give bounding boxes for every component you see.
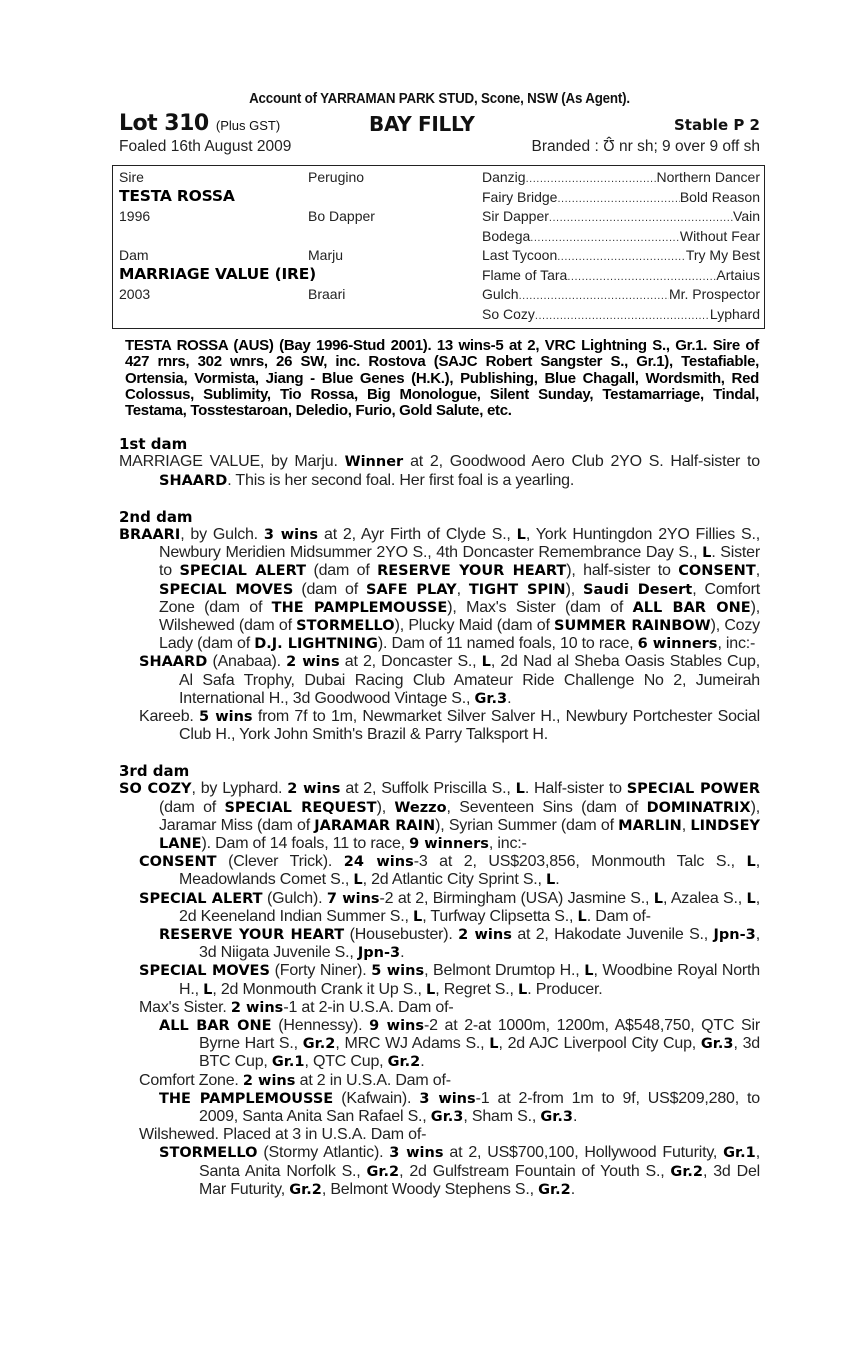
lot-number [119, 111, 280, 139]
pedigree-paragraph: RESERVE YOUR HEART (Housebuster). 2 wins at 2, Hakodate Juvenile S., Jpn-3, 3d Niigata Juvenile S., Jpn-3. [159, 925, 760, 962]
sire-label: Sire [119, 169, 144, 185]
brand-text: nr sh; 9 over 9 off sh [618, 138, 760, 155]
section-body [119, 453, 760, 489]
great-grandparent-row [482, 285, 760, 306]
leader-dots [557, 248, 686, 267]
leader-dots [557, 190, 679, 209]
sire-dam: Bo Dapper [308, 208, 375, 224]
leader-dots [530, 229, 680, 248]
pedigree-paragraph: SHAARD (Anabaa). 2 wins at 2, Doncaster S., L, 2d Nad al Sheba Oasis Stables Cup, Al Safa Trophy, Dubai Racing Club Amateur Ride Challenge No 2, Jumeirah International H., 3d Goodwood Vintage S., Gr.3. [139, 653, 760, 707]
foaled-date: Foaled 16th August 2009 [119, 138, 292, 155]
pedigree-paragraph: SO COZY, by Lyphard. 2 wins at 2, Suffolk Priscilla S., L. Half-sister to SPECIAL POWER (dam of SPECIAL REQUEST), Wezzo, Seventeen Sins (dam of DOMINATRIX), Jaramar Miss (dam of JARAMAR RAIN), Syrian Summer (dam of MARLIN, LINDSEY LANE). Dam of 14 foals, 11 to race, 9 winners, inc:- [119, 780, 760, 852]
ancestor-sire: Without Fear [679, 227, 760, 244]
pedigree-paragraph: CONSENT (Clever Trick). 24 wins-3 at 2, US$203,856, Monmouth Talc S., L, Meadowlands Comet S., L, 2d Atlantic City Sprint S., L. [139, 853, 760, 889]
section-heading: 2nd dam [119, 507, 193, 526]
second-dam-section [119, 508, 760, 744]
leader-dots [535, 307, 710, 326]
great-grandparent-row [482, 305, 760, 326]
great-grandparent-row [482, 246, 760, 267]
ancestor-name: Last Tycoon [482, 247, 558, 263]
dam-year: 2003 [119, 286, 151, 302]
ancestor-sire: Artaius [716, 266, 760, 283]
ancestor-sire: Bold Reason [679, 188, 760, 205]
ancestor-sire: Vain [733, 208, 760, 224]
great-grandparent-row [482, 168, 760, 189]
pedigree-paragraph: Max's Sister. 2 wins-1 at 2-in U.S.A. Dam of- [139, 998, 454, 1016]
ancestor-name: Gulch [482, 286, 519, 302]
great-grandparent-row [482, 227, 760, 248]
pedigree-paragraph: Wilshewed. Placed at 3 in U.S.A. Dam of- [139, 1126, 427, 1144]
dam-label: Dam [119, 247, 149, 263]
foal-info-row [119, 137, 760, 157]
catalogue-page [119, 90, 760, 1199]
dam-sire: Marju [308, 247, 344, 263]
section-heading: 1st dam [119, 435, 188, 454]
pedigree-paragraph: THE PAMPLEMOUSSE (Kafwain). 3 wins-1 at 2-from 1m to 9f, US$209,280, to 2009, Santa Anita San Rafael S., Gr.3, Sham S., Gr.3. [159, 1089, 761, 1125]
ancestor-name: Flame of Tara [482, 266, 568, 283]
first-dam-section [119, 435, 760, 489]
stable-location: Stable P 2 [673, 116, 760, 134]
brand-info [532, 137, 760, 157]
sire-sire: Perugino [308, 169, 365, 185]
pedigree-paragraph: STORMELLO (Stormy Atlantic). 3 wins at 2, US$700,100, Hollywood Futurity, Gr.1, Santa Anita Norfolk S., Gr.2, 2d Gulfstream Fountain of Youth S., Gr.2, 3d Del Mar Futurity, Gr.2, Belmont Woody Stephens S., Gr.2. [159, 1144, 761, 1198]
ancestor-sire: Northern Dancer [656, 169, 760, 185]
section-heading: 3rd dam [119, 762, 190, 781]
great-grandparent-row [482, 266, 760, 287]
sire-name: TESTA ROSSA [119, 187, 235, 205]
ancestor-name: Sir Dapper [482, 208, 549, 224]
pedigree-paragraph: ALL BAR ONE (Hennessy). 9 wins-2 at 2-at 1000m, 1200m, A$548,750, QTC Sir Byrne Hart S., Gr.2, MRC WJ Adams S., L, 2d AJC Liverpool City Cup, Gr.3, 3d BTC Cup, Gr.1, QTC Cup, Gr.2. [159, 1016, 760, 1071]
pedigree-table [112, 165, 765, 329]
ancestor-name: Danzig [482, 169, 526, 185]
sire-summary: TESTA ROSSA (AUS) (Bay 1996-Stud 2001). 13 wins-5 at 2, VRC Lightning S., Gr.1. Sire of 427 rnrs, 302 wnrs, 26 SW, inc. Rostova (SAJC Robert Sangster S., Gr.1), Testafiable, Ortensia, Vormista, Jiang - Blue Genes (H.K.), Publishing, Blue Chagall, Wordsmith, Red Colossus, Sublimity, Tio Rossa, Big Monologue, Silent Sunday, Testamarriage, Tindal, Testama, Tosstestaroan, Deledio, Furio, Gold Salute, etc. [125, 337, 759, 420]
leader-dots [567, 268, 716, 287]
third-dam-section [119, 762, 760, 1199]
section-body [119, 526, 760, 744]
leader-dots [526, 170, 657, 189]
leader-dots [519, 287, 669, 306]
lot-label: Lot 310 [119, 111, 209, 136]
leader-dots [549, 209, 733, 228]
great-grandparent-row [482, 207, 760, 228]
pedigree-paragraph: MARRIAGE VALUE, by Marju. Winner at 2, Goodwood Aero Club 2YO S. Half-sister to SHAARD. This is her second foal. Her first foal is a yearling. [119, 453, 760, 489]
sire-year: 1996 [119, 208, 151, 224]
great-grandparent-row [482, 188, 760, 209]
ancestor-name: Fairy Bridge [482, 188, 558, 205]
branded-label: Branded : [531, 138, 599, 155]
lot-header-row [119, 111, 760, 137]
vendor-account-line: Account of YARRAMAN PARK STUD, Scone, NSW (As Agent). [249, 91, 630, 107]
ancestor-name: Bodega [482, 227, 531, 244]
ancestor-sire: Mr. Prospector [668, 286, 760, 302]
dam-name: MARRIAGE VALUE (IRE) [119, 265, 317, 283]
pedigree-paragraph: BRAARI, by Gulch. 3 wins at 2, Ayr Firth of Clyde S., L, York Huntingdon 2YO Fillies S., Newbury Meridien Midsummer 2YO S., 4th Doncaster Remembrance Day S., L. Sister to SPECIAL ALERT (dam of RESERVE YOUR HEART), half-sister to CONSENT, SPECIAL MOVES (dam of SAFE PLAY, TIGHT SPIN), Saudi Desert, Comfort Zone (dam of THE PAMPLEMOUSSE), Max's Sister (dam of ALL BAR ONE), Wilshewed (dam of STORMELLO), Plucky Maid (dam of SUMMER RAINBOW), Cozy Lady (dam of D.J. LIGHTNING). Dam of 11 named foals, 10 to race, 6 winners, inc:- [119, 525, 760, 653]
ancestor-name: So Cozy [482, 305, 535, 322]
pedigree-paragraph: SPECIAL MOVES (Forty Niner). 5 wins, Belmont Drumtop H., L, Woodbine Royal North H., L, 2d Monmouth Crank it Up S., L, Regret S., L. Producer. [139, 962, 760, 998]
lot-gst-note: (Plus GST) [215, 118, 281, 133]
pedigree-paragraph: SPECIAL ALERT (Gulch). 7 wins-2 at 2, Birmingham (USA) Jasmine S., L, Azalea S., L, 2d Keeneland Indian Summer S., L, Turfway Clipsetta S., L. Dam of- [139, 889, 760, 925]
brand-mark-icon: Ʊ̂ [603, 138, 615, 155]
pedigree-paragraph: Kareeb. 5 wins from 7f to 1m, Newmarket Silver Salver H., Newbury Portchester Social Club H., York John Smith's Brazil & Parry Talksport H. [139, 707, 760, 744]
sex-color: BAY FILLY [369, 112, 475, 136]
ancestor-sire: Lyphard [709, 305, 760, 322]
section-body [119, 780, 760, 1199]
dam-dam: Braari [308, 286, 346, 302]
pedigree-paragraph: Comfort Zone. 2 wins at 2 in U.S.A. Dam of- [139, 1071, 451, 1089]
ancestor-sire: Try My Best [685, 247, 760, 263]
